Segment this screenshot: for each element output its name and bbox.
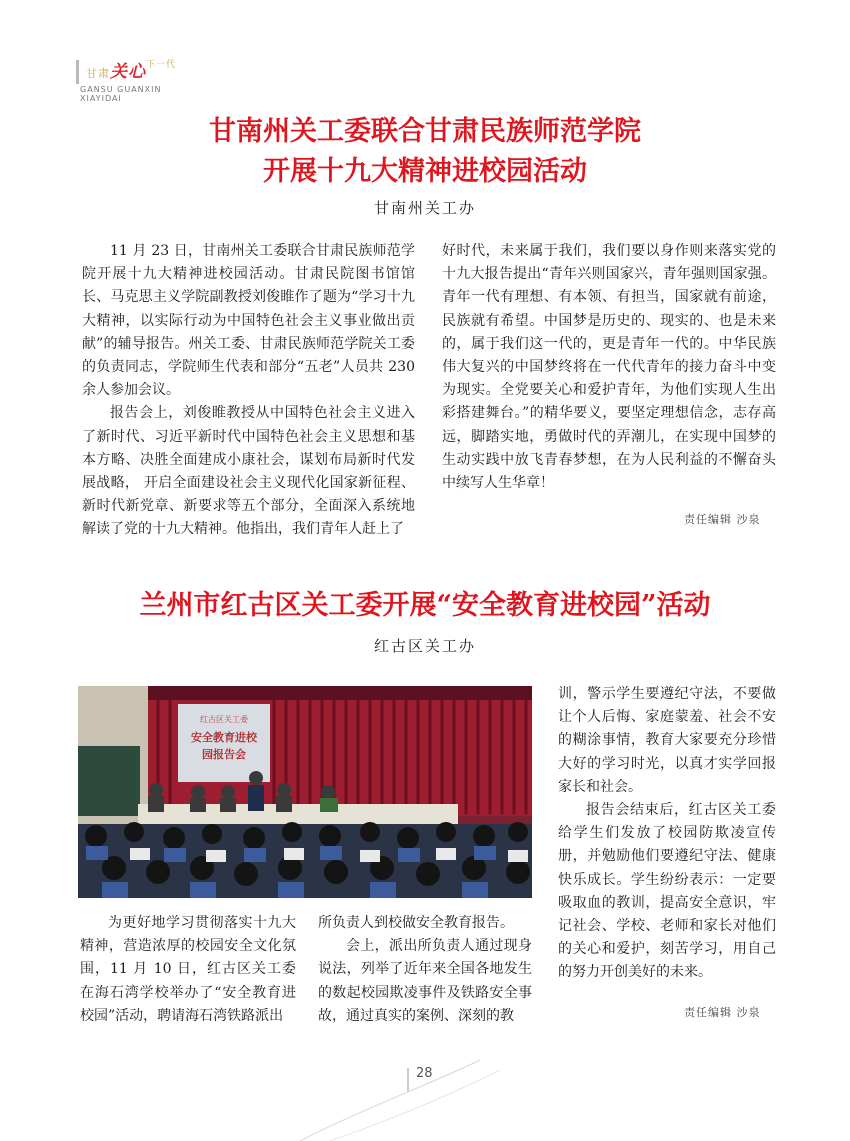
article1-paragraph-3: 好时代，未来属于我们，我们要以身作则来落实党的十九大报告提出“青年兴则国家兴，青年强则国家强。青年一代有理想、有本领、有担当，国家就有前途，民族就有希望。中国梦是历史的、现实的、也是未来的，属于我们这一代的，更是青年一代的。中华民族伟大复兴的中国梦终将在一代代青年的接力奋斗中变为现实。全党要关心和爱护青年，为他们实现人生出彩搭建舞台。”的精华要义，要坚定理想信念，志存高远，脚踏实地，勇做时代的弄潮儿，在实现中国梦的生动实践中放飞青春梦想，在为人民利益的不懈奋头中续写人生华章！ (442, 243, 776, 492)
article1-title-line2: 开展十九大精神进校园活动 (263, 156, 587, 187)
article1-paragraph-2: 报告会上，刘俊睢教授从中国特色社会主义进入了新时代、习近平新时代中国特色社会主义思想和基本方略、决胜全面建成小康社会，谋划布局新时代发展战略， 开启全面建设社会主义现代化国家新征程、新时代新党章、新要求等五个部分，全面深入系统地解读了党的十九大精神。他指出，我们青年人赶上了 (82, 405, 415, 538)
logo-bar (76, 60, 79, 84)
logo-english (80, 85, 161, 103)
article1-editor-credit: 责任编辑 沙泉 (684, 513, 761, 526)
article2-title: 兰州市红古区关工委开展“安全教育进校园”活动 (139, 590, 711, 621)
article2-column-2 (318, 912, 532, 1028)
article2-byline: 红古区关工办 (373, 637, 476, 655)
banner-line3: 园报告会 (202, 748, 246, 761)
article2-column-3 (558, 683, 776, 985)
magazine-logo (76, 54, 196, 104)
article2-paragraph-1: 为更好地学习贯彻落实十九大精神，营造浓厚的校园安全文化氛围，11 月 10 日，红古区关工委在海石湾学校举办了“安全教育进校园”活动，聘请海石湾铁路派出 (80, 915, 296, 1024)
article1-column-right (442, 240, 776, 495)
article2-paragraph-5: 报告会结束后，红古区关工委给学生们发放了校园防欺凌宣传册，并勉励他们要遵纪守法、健康快乐成长。学生纷纷表示：一定要吸取血的教训，提高安全意识，牢记社会、学校、老师和家长对他们的关心和爱护，刻苦学习，用自己的努力开创美好的未来。 (558, 802, 776, 981)
assembly-photo-illustration (78, 686, 532, 898)
article2-column-1 (80, 912, 296, 1028)
logo-en-line1: GANSU GUANXIN (80, 85, 162, 94)
article2-paragraph-4: 训，警示学生要遵纪守法，不要做让个人后悔、家庭蒙羞、社会不安的糊涂事情，教育大家要充分珍惜大好的学习时光，以真才实学回报家长和社会。 (558, 686, 776, 795)
logo-text-right: 下一代 (146, 60, 177, 70)
assembly-photo (78, 686, 532, 898)
footer-decoration (0, 1040, 850, 1141)
article2-editor-credit: 责任编辑 沙泉 (684, 1006, 761, 1019)
logo-chinese (86, 57, 176, 82)
article1-paragraph-1: 11 月 23 日，甘南州关工委联合甘肃民族师范学院开展十九大精神进校园活动。甘肃民院图书馆馆长、马克思主义学院副教授刘俊睢作了题为“学习十九大精神，以实际行动为中国特色社会主义事业做出贡献”的辅导报告。州关工委、甘肃民族师范学院关工委的负责同志，学院师生代表和部分“五老”人员共 230 余人参加会议。 (82, 243, 415, 399)
logo-text-main: 关心 (110, 62, 146, 82)
article1-title (0, 112, 850, 192)
article1-column-left (82, 240, 415, 542)
page-number: 28 (416, 1066, 433, 1081)
banner-line2: 安全教育进校 (191, 731, 257, 744)
article2-paragraph-2: 所负责人到校做安全教育报告。 (318, 915, 514, 931)
logo-en-line2: XIAYIDAI (80, 94, 122, 103)
article1-title-line1: 甘南州关工委联合甘肃民族师范学院 (209, 116, 641, 147)
logo-text-left: 甘肃 (86, 67, 110, 80)
article2-paragraph-3: 会上，派出所负责人通过现身说法，列举了近年来全国各地发生的数起校园欺凌事件及铁路安全事故，通过真实的案例、深刻的教 (318, 938, 532, 1024)
article1-byline: 甘南州关工办 (373, 199, 476, 217)
banner-line1: 红古区关工委 (200, 715, 248, 724)
